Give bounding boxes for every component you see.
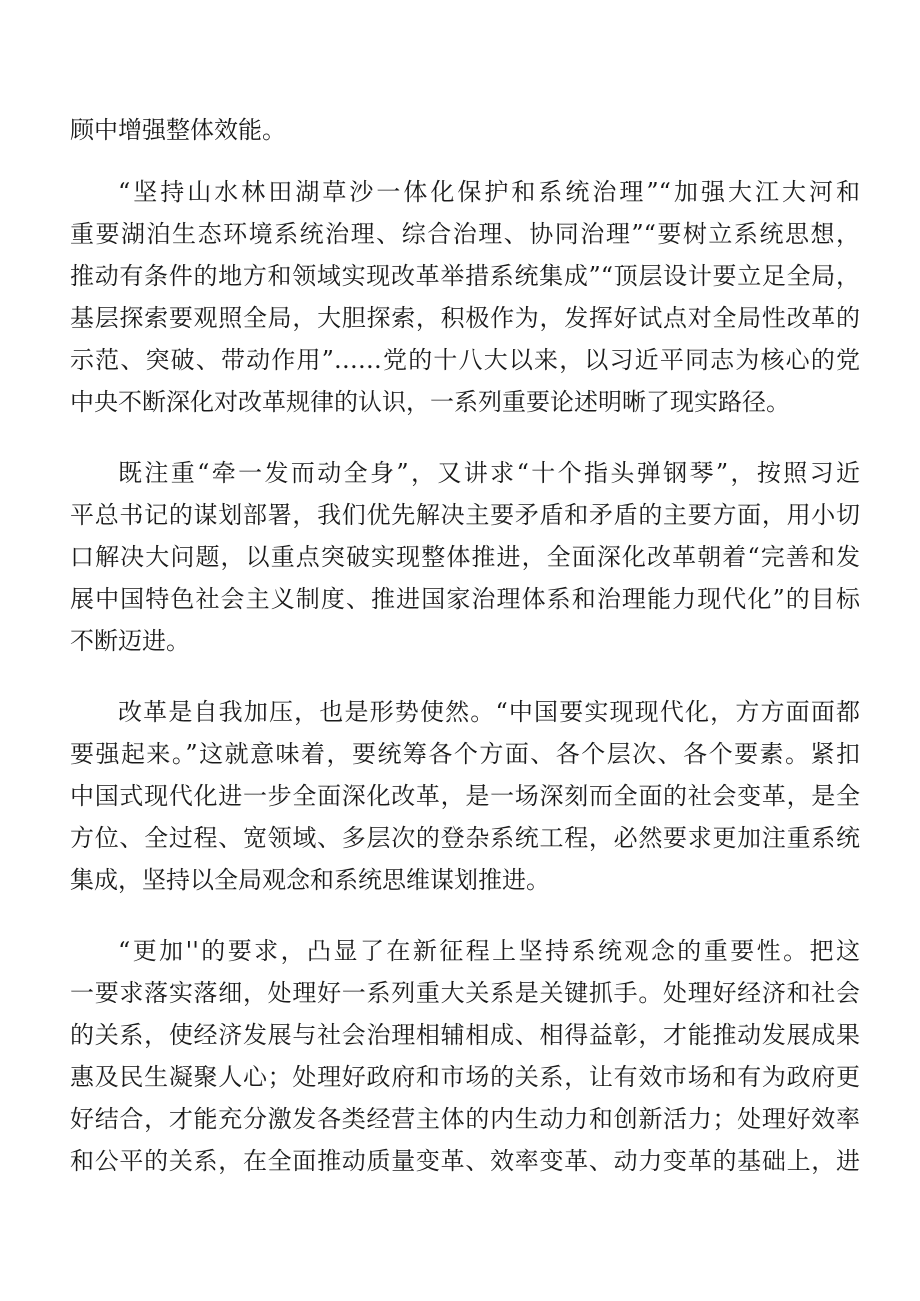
text-line: 口解决大问题，以重点突破实现整体推进，全面深化改革朝着“完善和发 [70, 543, 860, 571]
text-line: 要强起来。”这就意味着，要统筹各个方面、各个层次、各个要素。紧扣 [70, 740, 860, 768]
text-line: 推动有条件的地方和领域实现改革举措系统集成”“顶层设计要立足全局， [70, 262, 860, 290]
text-line: 重要湖泊生态环境系统治理、综合治理、协同治理”“要树立系统思想， [70, 220, 860, 248]
text-line: 改革是自我加压，也是形势使然。“中国要实现现代化，方方面面都 [118, 698, 860, 726]
text-line: 平总书记的谋划部署，我们优先解决主要矛盾和矛盾的主要方面，用小切 [70, 501, 860, 529]
text-line: 好结合，才能充分激发各类经营主体的内生动力和创新活力；处理好效率 [70, 1105, 860, 1133]
text-line: 中国式现代化进一步全面深化改革，是一场深刻而全面的社会变革，是全 [70, 782, 860, 810]
text-line: 中央不断深化对改革规律的认识，一系列重要论述明晰了现实路径。 [70, 388, 790, 416]
text-line: “更加''的要求，凸显了在新征程上坚持系统观念的重要性。把这 [118, 937, 860, 965]
text-line: 的关系，使经济发展与社会治理相辅相成、相得益彰，才能推动发展成果 [70, 1021, 860, 1049]
text-line: 既注重“牵一发而动全身”，又讲求“十个指头弹钢琴”，按照习近 [118, 459, 860, 487]
text-line: 不断迈进。 [70, 627, 190, 655]
text-line: 示范、突破、带动作用”……党的十八大以来，以习近平同志为核心的党 [70, 346, 860, 374]
text-line: 展中国特色社会主义制度、推进国家治理体系和治理能力现代化”的目标 [70, 585, 860, 613]
text-line: 一要求落实落细，处理好一系列重大关系是关键抓手。处理好经济和社会 [70, 979, 860, 1007]
text-line: 惠及民生凝聚人心；处理好政府和市场的关系，让有效市场和有为政府更 [70, 1063, 860, 1091]
text-line: 集成，坚持以全局观念和系统思维谋划推进。 [70, 866, 550, 894]
text-line: 顾中增强整体效能。 [70, 116, 286, 144]
text-line: “坚持山水林田湖草沙一体化保护和系统治理”“加强大江大河和 [118, 178, 860, 206]
text-line: 方位、全过程、宽领域、多层次的登杂系统工程，必然要求更加注重系统 [70, 824, 860, 852]
text-line: 基层探索要观照全局，大胆探索，积极作为，发挥好试点对全局性改革的 [70, 304, 860, 332]
text-line: 和公平的关系，在全面推动质量变革、效率变革、动力变革的基础上，进 [70, 1147, 860, 1175]
